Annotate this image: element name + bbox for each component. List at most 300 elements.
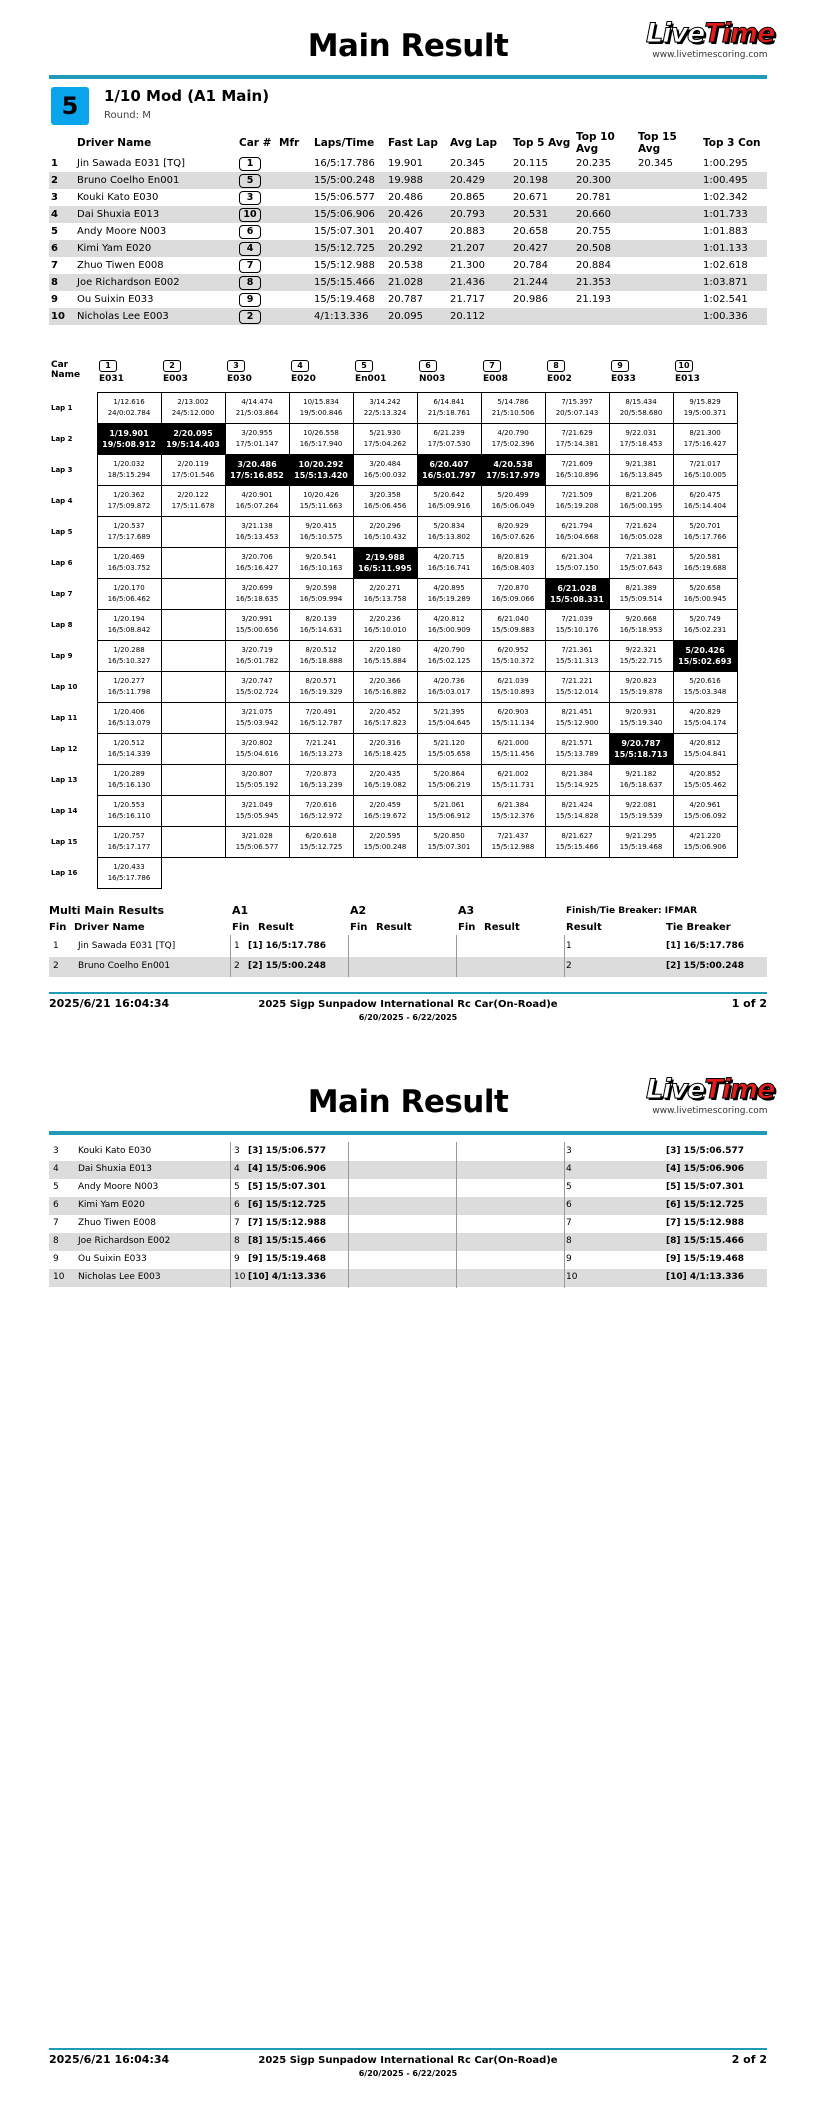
lap-time-cell bbox=[545, 423, 609, 454]
lap-cumulative: 16/5:11.798 bbox=[107, 687, 151, 696]
lap-time-cell bbox=[417, 423, 481, 454]
lap-time-cell bbox=[673, 795, 737, 826]
lap-position-time: 1/20.288 bbox=[113, 645, 145, 654]
lap-cumulative: 15/5:00.248 bbox=[363, 842, 407, 851]
lap-cumulative: 20/5:07.143 bbox=[555, 408, 599, 417]
lap-time-cell bbox=[225, 547, 289, 578]
result-fast: 20.787 bbox=[388, 294, 423, 305]
lap-cumulative: 15/5:09.514 bbox=[619, 594, 663, 603]
lap-time-cell bbox=[609, 640, 673, 671]
lap-label: Lap 8 bbox=[51, 620, 73, 629]
lap-position-time: 3/20.699 bbox=[241, 583, 273, 592]
car-number-badge: 5 bbox=[239, 174, 261, 188]
footer-event: 2025 Sigp Sunpadow International Rc Car(On-Road)e bbox=[258, 999, 558, 1010]
result-driver-name: Ou Suixin E033 bbox=[77, 294, 154, 305]
result-mfr bbox=[277, 308, 312, 325]
multi-tie: [6] 15/5:12.725 bbox=[666, 1200, 745, 1210]
lap-time-cell bbox=[225, 764, 289, 795]
name-label: Name bbox=[51, 370, 81, 380]
lap-cumulative: 15/5:19.468 bbox=[619, 842, 663, 851]
lap-position-time: 6/21.039 bbox=[497, 676, 529, 685]
car-number-badge: 9 bbox=[239, 293, 261, 307]
lap-position-time: 7/21.629 bbox=[561, 428, 593, 437]
lap-position-time: 2/20.236 bbox=[369, 614, 401, 623]
empty-lap-cell bbox=[609, 857, 673, 888]
lap-position-time: 9/22.081 bbox=[625, 800, 657, 809]
lap-cumulative: 16/5:14.631 bbox=[299, 625, 343, 634]
lap-cumulative: 16/5:19.082 bbox=[363, 780, 407, 789]
footer-page-number: 1 of 2 bbox=[731, 997, 767, 1010]
lap-cumulative: 15/5:12.725 bbox=[299, 842, 343, 851]
lap-position-time: 9/15.829 bbox=[689, 397, 721, 406]
lap-grid-car-header bbox=[673, 360, 737, 392]
result-position: 4 bbox=[49, 206, 75, 223]
lap-cumulative: 15/5:05.462 bbox=[683, 780, 727, 789]
lap-row bbox=[49, 733, 737, 764]
result-top15 bbox=[636, 206, 701, 223]
lap-time-cell bbox=[353, 640, 417, 671]
lap-cumulative: 16/5:13.802 bbox=[427, 532, 471, 541]
lap-time-cell bbox=[225, 795, 289, 826]
result-driver-name: Joe Richardson E002 bbox=[75, 274, 237, 291]
multi-tie: [1] 16/5:17.786 bbox=[666, 941, 745, 951]
lap-position-time: 2/20.595 bbox=[369, 831, 401, 840]
lap-time-cell bbox=[289, 423, 353, 454]
column-separator bbox=[230, 935, 231, 977]
col-fast-lap: Fast Lap bbox=[388, 137, 438, 149]
result-fast: 19.901 bbox=[388, 158, 423, 169]
lap-cumulative: 17/5:14.381 bbox=[555, 439, 599, 448]
multi-a1fin: 6 bbox=[234, 1200, 240, 1210]
lap-grid-car-header bbox=[609, 360, 673, 392]
car-number-badge: 4 bbox=[239, 242, 261, 256]
result-laps: 15/5:12.988 bbox=[314, 260, 375, 271]
result-mfr bbox=[277, 155, 312, 172]
multi-res: 10 bbox=[566, 1272, 578, 1282]
lap-position-time: 2/20.435 bbox=[369, 769, 401, 778]
lap-position-time: 6/20.903 bbox=[497, 707, 529, 716]
footer-timestamp: 2025/6/21 16:04:34 bbox=[49, 997, 170, 1010]
livetime-logo[interactable] bbox=[646, 20, 774, 60]
lap-cumulative: 15/5:11.456 bbox=[491, 749, 535, 758]
livetime-logo[interactable] bbox=[646, 1076, 774, 1116]
result-position: 1 bbox=[51, 158, 58, 169]
lap-cumulative: 16/5:11.995 bbox=[358, 563, 412, 573]
lap-label: Lap 4 bbox=[51, 496, 73, 505]
multi-fin: 1 bbox=[53, 941, 59, 951]
lap-position-time: 3/20.484 bbox=[369, 459, 401, 468]
lap-time-cell bbox=[289, 826, 353, 857]
result-laps: 15/5:06.577 bbox=[314, 192, 375, 203]
result-top5: 20.671 bbox=[513, 192, 548, 203]
multi-driver: Joe Richardson E002 bbox=[78, 1236, 171, 1246]
lap-position-time: 7/21.381 bbox=[625, 552, 657, 561]
result-laps: 15/5:06.906 bbox=[312, 206, 386, 223]
lap-position-time: 1/20.537 bbox=[113, 521, 145, 530]
result-position: 2 bbox=[49, 172, 75, 189]
multi-res: 1 bbox=[566, 941, 572, 951]
multi-res: 6 bbox=[566, 1200, 572, 1210]
lap-label: Lap 2 bbox=[51, 434, 73, 443]
multi-main-row bbox=[49, 1233, 767, 1251]
logo-live-text: Live bbox=[646, 18, 705, 49]
multi-res: 2 bbox=[566, 961, 572, 971]
lap-time-cell bbox=[97, 392, 161, 423]
result-fast: 20.486 bbox=[388, 192, 423, 203]
lap-position-time: 9/20.668 bbox=[625, 614, 657, 623]
result-fast: 20.292 bbox=[386, 240, 448, 257]
lap-position-time: 1/20.032 bbox=[113, 459, 145, 468]
footer-rule bbox=[49, 992, 767, 994]
multi-a1res: [3] 15/5:06.577 bbox=[248, 1146, 327, 1156]
lap-position-time: 1/20.469 bbox=[113, 552, 145, 561]
lap-position-time: 6/20.952 bbox=[497, 645, 529, 654]
multi-res: 9 bbox=[566, 1254, 572, 1264]
lap-position-time: 3/21.138 bbox=[241, 521, 273, 530]
multi-main-row bbox=[49, 1179, 767, 1197]
logo-url[interactable]: www.livetimescoring.com bbox=[652, 50, 768, 60]
empty-lap-cell bbox=[161, 733, 225, 764]
car-name: E013 bbox=[675, 374, 700, 384]
lap-position-time: 8/15.434 bbox=[625, 397, 657, 406]
logo-url[interactable]: www.livetimescoring.com bbox=[652, 1106, 768, 1116]
lap-cumulative: 17/5:02.396 bbox=[491, 439, 535, 448]
col-top10-avg: Top 10 Avg bbox=[576, 131, 615, 155]
multi-driver: Nicholas Lee E003 bbox=[78, 1272, 161, 1282]
lap-position-time: 5/20.426 bbox=[685, 645, 725, 655]
footer-dates: 6/20/2025 - 6/22/2025 bbox=[358, 1013, 458, 1022]
lap-position-time: 10/20.292 bbox=[298, 459, 344, 469]
lap-cumulative: 16/5:19.289 bbox=[427, 594, 471, 603]
lap-time-cell bbox=[481, 826, 545, 857]
lap-time-cell bbox=[225, 578, 289, 609]
result-position: 6 bbox=[49, 240, 75, 257]
lap-position-time: 2/19.988 bbox=[365, 552, 405, 562]
lap-cumulative: 15/5:10.372 bbox=[491, 656, 535, 665]
lap-cumulative: 16/5:00.032 bbox=[363, 470, 407, 479]
lap-time-cell bbox=[289, 516, 353, 547]
lap-position-time: 7/20.873 bbox=[305, 769, 337, 778]
result-top15 bbox=[636, 172, 701, 189]
lap-row bbox=[49, 640, 737, 671]
lap-cumulative: 15/5:03.348 bbox=[683, 687, 727, 696]
result-top10: 20.781 bbox=[576, 192, 611, 203]
a3-fin-header: Fin bbox=[458, 922, 476, 933]
lap-cumulative: 17/5:16.852 bbox=[230, 470, 284, 480]
lap-position-time: 9/21.381 bbox=[625, 459, 657, 468]
a2-result-header: Result bbox=[376, 922, 412, 933]
lap-position-time: 6/21.384 bbox=[497, 800, 529, 809]
lap-position-time: 2/20.452 bbox=[369, 707, 401, 716]
lap-grid-header bbox=[49, 360, 737, 392]
lap-grid-car-header bbox=[289, 360, 353, 392]
lap-position-time: 3/20.486 bbox=[237, 459, 277, 469]
results-row bbox=[49, 189, 767, 206]
result-laps: 15/5:15.466 bbox=[312, 274, 386, 291]
lap-time-cell bbox=[609, 547, 673, 578]
multi-res: 3 bbox=[566, 1146, 572, 1156]
car-name: N003 bbox=[419, 374, 446, 384]
lap-position-time: 5/14.786 bbox=[497, 397, 529, 406]
lap-cumulative: 15/5:12.988 bbox=[491, 842, 535, 851]
lap-position-time: 3/20.991 bbox=[241, 614, 273, 623]
a3-label: A3 bbox=[458, 904, 475, 917]
lap-time-cell bbox=[673, 423, 737, 454]
lap-cumulative: 17/5:04.262 bbox=[363, 439, 407, 448]
lap-time-cell bbox=[609, 826, 673, 857]
car-name: E020 bbox=[291, 374, 316, 384]
result-avg: 21.300 bbox=[450, 260, 485, 271]
lap-cumulative: 19/5:00.846 bbox=[299, 408, 343, 417]
lap-cumulative: 15/5:07.301 bbox=[427, 842, 471, 851]
multi-main-row bbox=[49, 1143, 767, 1161]
lap-row bbox=[49, 547, 737, 578]
multi-a1fin: 1 bbox=[234, 941, 240, 951]
result-mfr bbox=[277, 240, 312, 257]
col-avg-lap: Avg Lap bbox=[450, 137, 498, 149]
lap-cumulative: 16/5:12.972 bbox=[299, 811, 343, 820]
result-top5: 20.427 bbox=[511, 240, 574, 257]
empty-lap-cell bbox=[161, 547, 225, 578]
lap-time-cell bbox=[481, 733, 545, 764]
lap-cumulative: 16/5:14.339 bbox=[107, 749, 151, 758]
lap-cumulative: 17/5:09.872 bbox=[107, 501, 151, 510]
lap-position-time: 8/20.571 bbox=[305, 676, 337, 685]
multi-fin: 8 bbox=[53, 1236, 59, 1246]
lap-cumulative: 16/5:09.916 bbox=[427, 501, 471, 510]
lap-cumulative: 17/5:17.979 bbox=[486, 470, 540, 480]
lap-time-cell bbox=[289, 671, 353, 702]
result-top15 bbox=[636, 189, 701, 206]
page-title: Main Result bbox=[307, 1084, 509, 1120]
lap-time-cell bbox=[353, 764, 417, 795]
lap-cumulative: 16/5:18.637 bbox=[619, 780, 663, 789]
lap-grid-car-header bbox=[97, 360, 161, 392]
lap-cumulative: 15/5:22.715 bbox=[619, 656, 663, 665]
lap-grid-car-header bbox=[545, 360, 609, 392]
lap-grid-car-header bbox=[161, 360, 225, 392]
car-number-badge: 5 bbox=[355, 360, 373, 372]
result-position: 10 bbox=[49, 308, 75, 325]
lap-cumulative: 16/5:13.845 bbox=[619, 470, 663, 479]
result-top3con: 1:02.541 bbox=[703, 294, 748, 305]
lap-cumulative: 20/5:58.680 bbox=[619, 408, 663, 417]
lap-time-cell bbox=[225, 392, 289, 423]
lap-cumulative: 16/5:04.668 bbox=[555, 532, 599, 541]
lap-position-time: 1/20.757 bbox=[113, 831, 145, 840]
result-avg: 20.883 bbox=[450, 226, 485, 237]
lap-position-time: 3/20.747 bbox=[241, 676, 273, 685]
lap-time-cell bbox=[97, 547, 161, 578]
multi-a1res: [8] 15/5:15.466 bbox=[248, 1236, 327, 1246]
lap-label: Lap 12 bbox=[51, 744, 78, 753]
lap-cumulative: 15/5:05.945 bbox=[235, 811, 279, 820]
lap-time-cell bbox=[97, 733, 161, 764]
column-separator bbox=[348, 935, 349, 977]
lap-time-cell bbox=[289, 640, 353, 671]
lap-position-time: 7/20.616 bbox=[305, 800, 337, 809]
result-avg: 20.429 bbox=[448, 172, 511, 189]
lap-time-cell bbox=[673, 392, 737, 423]
lap-time-cell bbox=[481, 423, 545, 454]
multi-fin: 9 bbox=[53, 1254, 59, 1264]
lap-time-cell bbox=[225, 702, 289, 733]
result-top5: 20.198 bbox=[511, 172, 574, 189]
lap-position-time: 3/20.807 bbox=[241, 769, 273, 778]
results-header-row bbox=[49, 131, 767, 155]
lap-cumulative: 16/5:00.195 bbox=[619, 501, 663, 510]
result-top15 bbox=[636, 223, 701, 240]
results-row bbox=[49, 291, 767, 308]
lap-position-time: 10/20.426 bbox=[303, 490, 339, 499]
result-driver-name: Kouki Kato E030 bbox=[77, 192, 159, 203]
lap-position-time: 5/20.701 bbox=[689, 521, 721, 530]
lap-position-time: 10/26.558 bbox=[303, 428, 339, 437]
lap-time-cell bbox=[545, 702, 609, 733]
driver-name-header: Driver Name bbox=[74, 922, 145, 933]
empty-lap-cell bbox=[161, 764, 225, 795]
multi-tie: [10] 4/1:13.336 bbox=[666, 1272, 745, 1282]
lap-cumulative: 17/5:17.689 bbox=[107, 532, 151, 541]
car-number-badge: 6 bbox=[239, 225, 261, 239]
lap-cumulative: 15/5:10.893 bbox=[491, 687, 535, 696]
result-mfr bbox=[277, 172, 312, 189]
lap-cumulative: 16/5:13.758 bbox=[363, 594, 407, 603]
lap-time-cell bbox=[97, 516, 161, 547]
lap-cumulative: 15/5:13.789 bbox=[555, 749, 599, 758]
lap-time-cell bbox=[481, 795, 545, 826]
lap-time-cell bbox=[673, 578, 737, 609]
lap-cumulative: 18/5:15.294 bbox=[107, 470, 151, 479]
lap-cumulative: 15/5:11.134 bbox=[491, 718, 535, 727]
lap-cumulative: 22/5:13.324 bbox=[363, 408, 407, 417]
lap-time-cell bbox=[225, 671, 289, 702]
lap-position-time: 4/20.812 bbox=[433, 614, 465, 623]
lap-time-cell bbox=[417, 795, 481, 826]
lap-row bbox=[49, 454, 737, 485]
multi-a1fin: 7 bbox=[234, 1218, 240, 1228]
result-mfr bbox=[277, 291, 312, 308]
result-position: 5 bbox=[51, 226, 58, 237]
lap-cumulative: 15/5:05.658 bbox=[427, 749, 471, 758]
lap-time-cell bbox=[225, 454, 289, 485]
multi-fin: 6 bbox=[53, 1200, 59, 1210]
multi-main-row bbox=[49, 1215, 767, 1233]
lap-time-cell bbox=[289, 702, 353, 733]
lap-time-cell bbox=[417, 485, 481, 516]
header-rule bbox=[49, 75, 767, 79]
lap-time-cell bbox=[609, 795, 673, 826]
lap-time-cell bbox=[673, 826, 737, 857]
lap-position-time: 1/20.512 bbox=[113, 738, 145, 747]
result-top5 bbox=[511, 308, 574, 325]
lap-position-time: 9/20.787 bbox=[621, 738, 661, 748]
lap-label: Lap 11 bbox=[51, 713, 78, 722]
lap-time-cell bbox=[481, 392, 545, 423]
lap-position-time: 3/20.802 bbox=[241, 738, 273, 747]
lap-grid-car-header bbox=[481, 360, 545, 392]
logo-time-text: Time bbox=[704, 1074, 775, 1105]
multi-a1res: [5] 15/5:07.301 bbox=[248, 1182, 327, 1192]
multi-a1fin: 9 bbox=[234, 1254, 240, 1264]
lap-cumulative: 15/5:19.878 bbox=[619, 687, 663, 696]
result-position: 3 bbox=[51, 192, 58, 203]
result-top5: 20.986 bbox=[513, 294, 548, 305]
result-car-cell bbox=[237, 257, 277, 274]
lap-cumulative: 16/5:16.741 bbox=[427, 563, 471, 572]
lap-position-time: 5/20.850 bbox=[433, 831, 465, 840]
lap-cumulative: 15/5:09.883 bbox=[491, 625, 535, 634]
lap-cumulative: 16/5:16.882 bbox=[363, 687, 407, 696]
lap-position-time: 5/20.658 bbox=[689, 583, 721, 592]
lap-position-time: 6/21.239 bbox=[433, 428, 465, 437]
multi-fin: 3 bbox=[53, 1146, 59, 1156]
lap-time-cell bbox=[609, 671, 673, 702]
empty-lap-cell bbox=[353, 857, 417, 888]
result-mfr bbox=[277, 223, 312, 240]
multi-a1fin: 2 bbox=[234, 961, 240, 971]
lap-position-time: 6/20.407 bbox=[429, 459, 469, 469]
race-name: 1/10 Mod (A1 Main) bbox=[104, 87, 270, 105]
lap-label: Lap 6 bbox=[51, 558, 73, 567]
empty-lap-cell bbox=[161, 826, 225, 857]
result-avg: 21.717 bbox=[450, 294, 485, 305]
col-top15-avg: Top 15 Avg bbox=[638, 131, 677, 155]
lap-row bbox=[49, 485, 737, 516]
a2-fin-header: Fin bbox=[350, 922, 368, 933]
empty-lap-cell bbox=[161, 609, 225, 640]
lap-position-time: 8/20.139 bbox=[305, 614, 337, 623]
lap-cumulative: 16/5:12.787 bbox=[299, 718, 343, 727]
lap-position-time: 6/21.028 bbox=[557, 583, 597, 593]
result-top10: 21.353 bbox=[574, 274, 636, 291]
col-top5-avg: Top 5 Avg bbox=[513, 137, 571, 149]
lap-cumulative: 16/5:10.327 bbox=[107, 656, 151, 665]
lap-position-time: 1/20.289 bbox=[113, 769, 145, 778]
lap-cumulative: 16/5:17.177 bbox=[107, 842, 151, 851]
lap-position-time: 2/20.366 bbox=[369, 676, 401, 685]
multi-main-title: Multi Main Results bbox=[49, 904, 165, 917]
lap-position-time: 3/21.075 bbox=[241, 707, 273, 716]
result-top10: 20.508 bbox=[574, 240, 636, 257]
multi-res: 7 bbox=[566, 1218, 572, 1228]
lap-position-time: 5/21.120 bbox=[433, 738, 465, 747]
lap-position-time: 9/20.541 bbox=[305, 552, 337, 561]
result-top15 bbox=[636, 291, 701, 308]
lap-label: Lap 10 bbox=[51, 682, 78, 691]
lap-grid-car-header bbox=[353, 360, 417, 392]
tie-breaker-header: Tie Breaker bbox=[666, 922, 731, 933]
lap-position-time: 1/20.194 bbox=[113, 614, 145, 623]
lap-cumulative: 17/5:16.427 bbox=[683, 439, 727, 448]
lap-position-time: 7/21.221 bbox=[561, 676, 593, 685]
lap-position-time: 9/20.823 bbox=[625, 676, 657, 685]
multi-driver: Ou Suixin E033 bbox=[78, 1254, 147, 1264]
lap-position-time: 7/15.397 bbox=[561, 397, 593, 406]
lap-cumulative: 16/5:06.462 bbox=[107, 594, 151, 603]
lap-time-cell bbox=[673, 547, 737, 578]
lap-cumulative: 16/5:13.273 bbox=[299, 749, 343, 758]
lap-time-cell bbox=[481, 640, 545, 671]
result-avg: 20.112 bbox=[448, 308, 511, 325]
lap-position-time: 1/20.170 bbox=[113, 583, 145, 592]
lap-time-cell bbox=[481, 516, 545, 547]
col-laps-time: Laps/Time bbox=[314, 137, 375, 149]
result-mfr bbox=[277, 274, 312, 291]
lap-position-time: 6/21.040 bbox=[497, 614, 529, 623]
lap-grid bbox=[49, 360, 738, 889]
lap-row bbox=[49, 702, 737, 733]
